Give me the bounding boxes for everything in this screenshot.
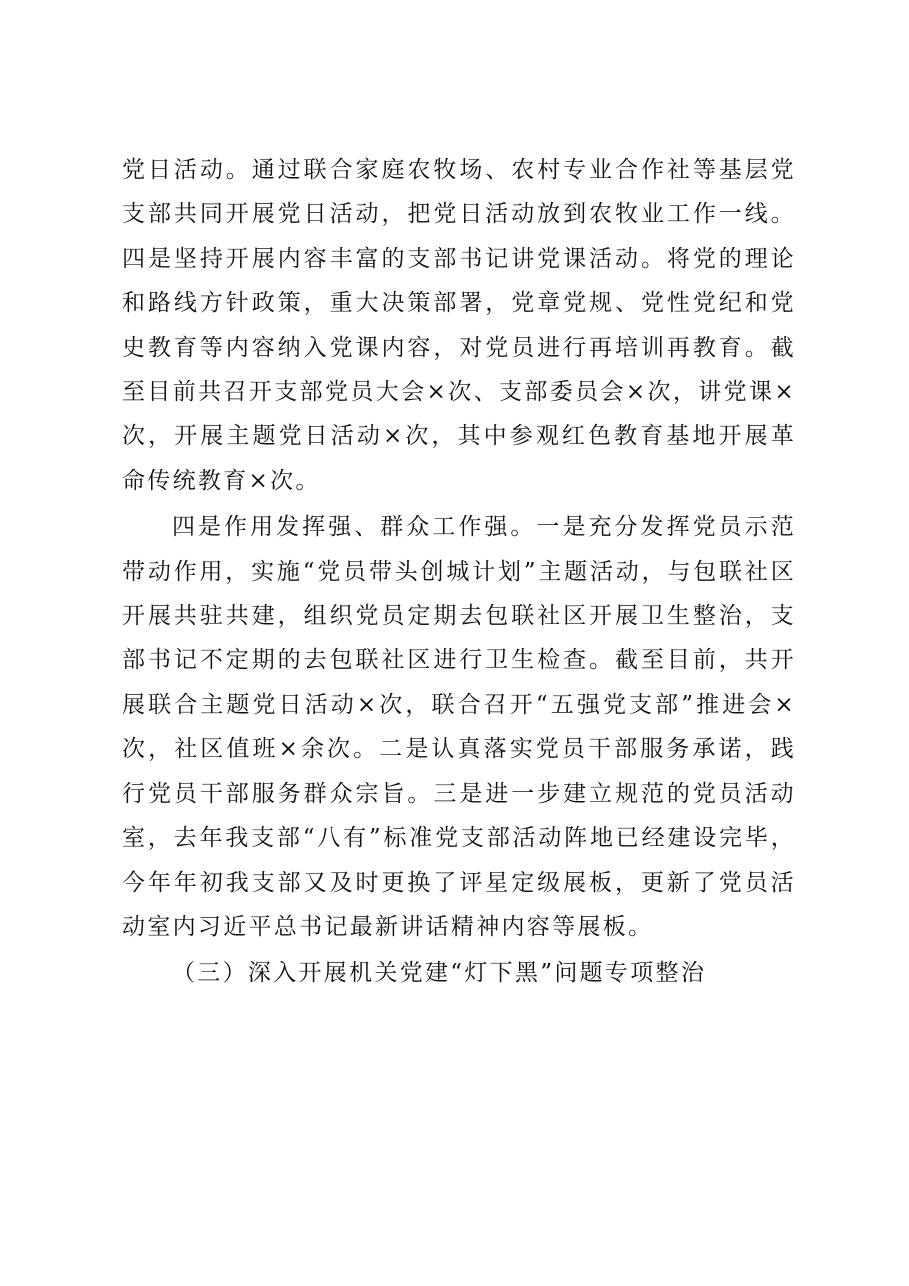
document-body: [122, 148, 796, 996]
paragraph-continued: 党日活动。通过联合家庭农牧场、农村专业合作社等基层党支部共同开展党日活动，把党日活动放到农牧业工作一线。四是坚持开展内容丰富的支部书记讲党课活动。将党的理论和路线方针政策，重大决策部署，党章党规、党性党纪和党史教育等内容纳入党课内容，对党员进行再培训再教育。截至目前共召开支部党员大会×次、支部委员会×次，讲党课×次，开展主题党日活动×次，其中参观红色教育基地开展革命传统教育×次。: [122, 157, 796, 494]
section-heading-three: （三）深入开展机关党建“灯下黑”问题专项整治: [172, 960, 707, 987]
paragraph-section-four: 四是作用发挥强、群众工作强。一是充分发挥党员示范带动作用，实施“党员带头创城计划”主题活动，与包联社区开展共驻共建，组织党员定期去包联社区开展卫生整治，支部书记不定期的去包联社区进行卫生检查。截至目前，共开展联合主题党日活动×次，联合召开“五强党支部”推进会×次，社区值班×余次。二是认真落实党员干部服务承诺，践行党员干部服务群众宗旨。三是进一步建立规范的党员活动室，去年我支部“八有”标准党支部活动阵地已经建设完毕，今年年初我支部又及时更换了评星定级展板，更新了党员活动室内习近平总书记最新讲话精神内容等展板。: [122, 514, 796, 940]
